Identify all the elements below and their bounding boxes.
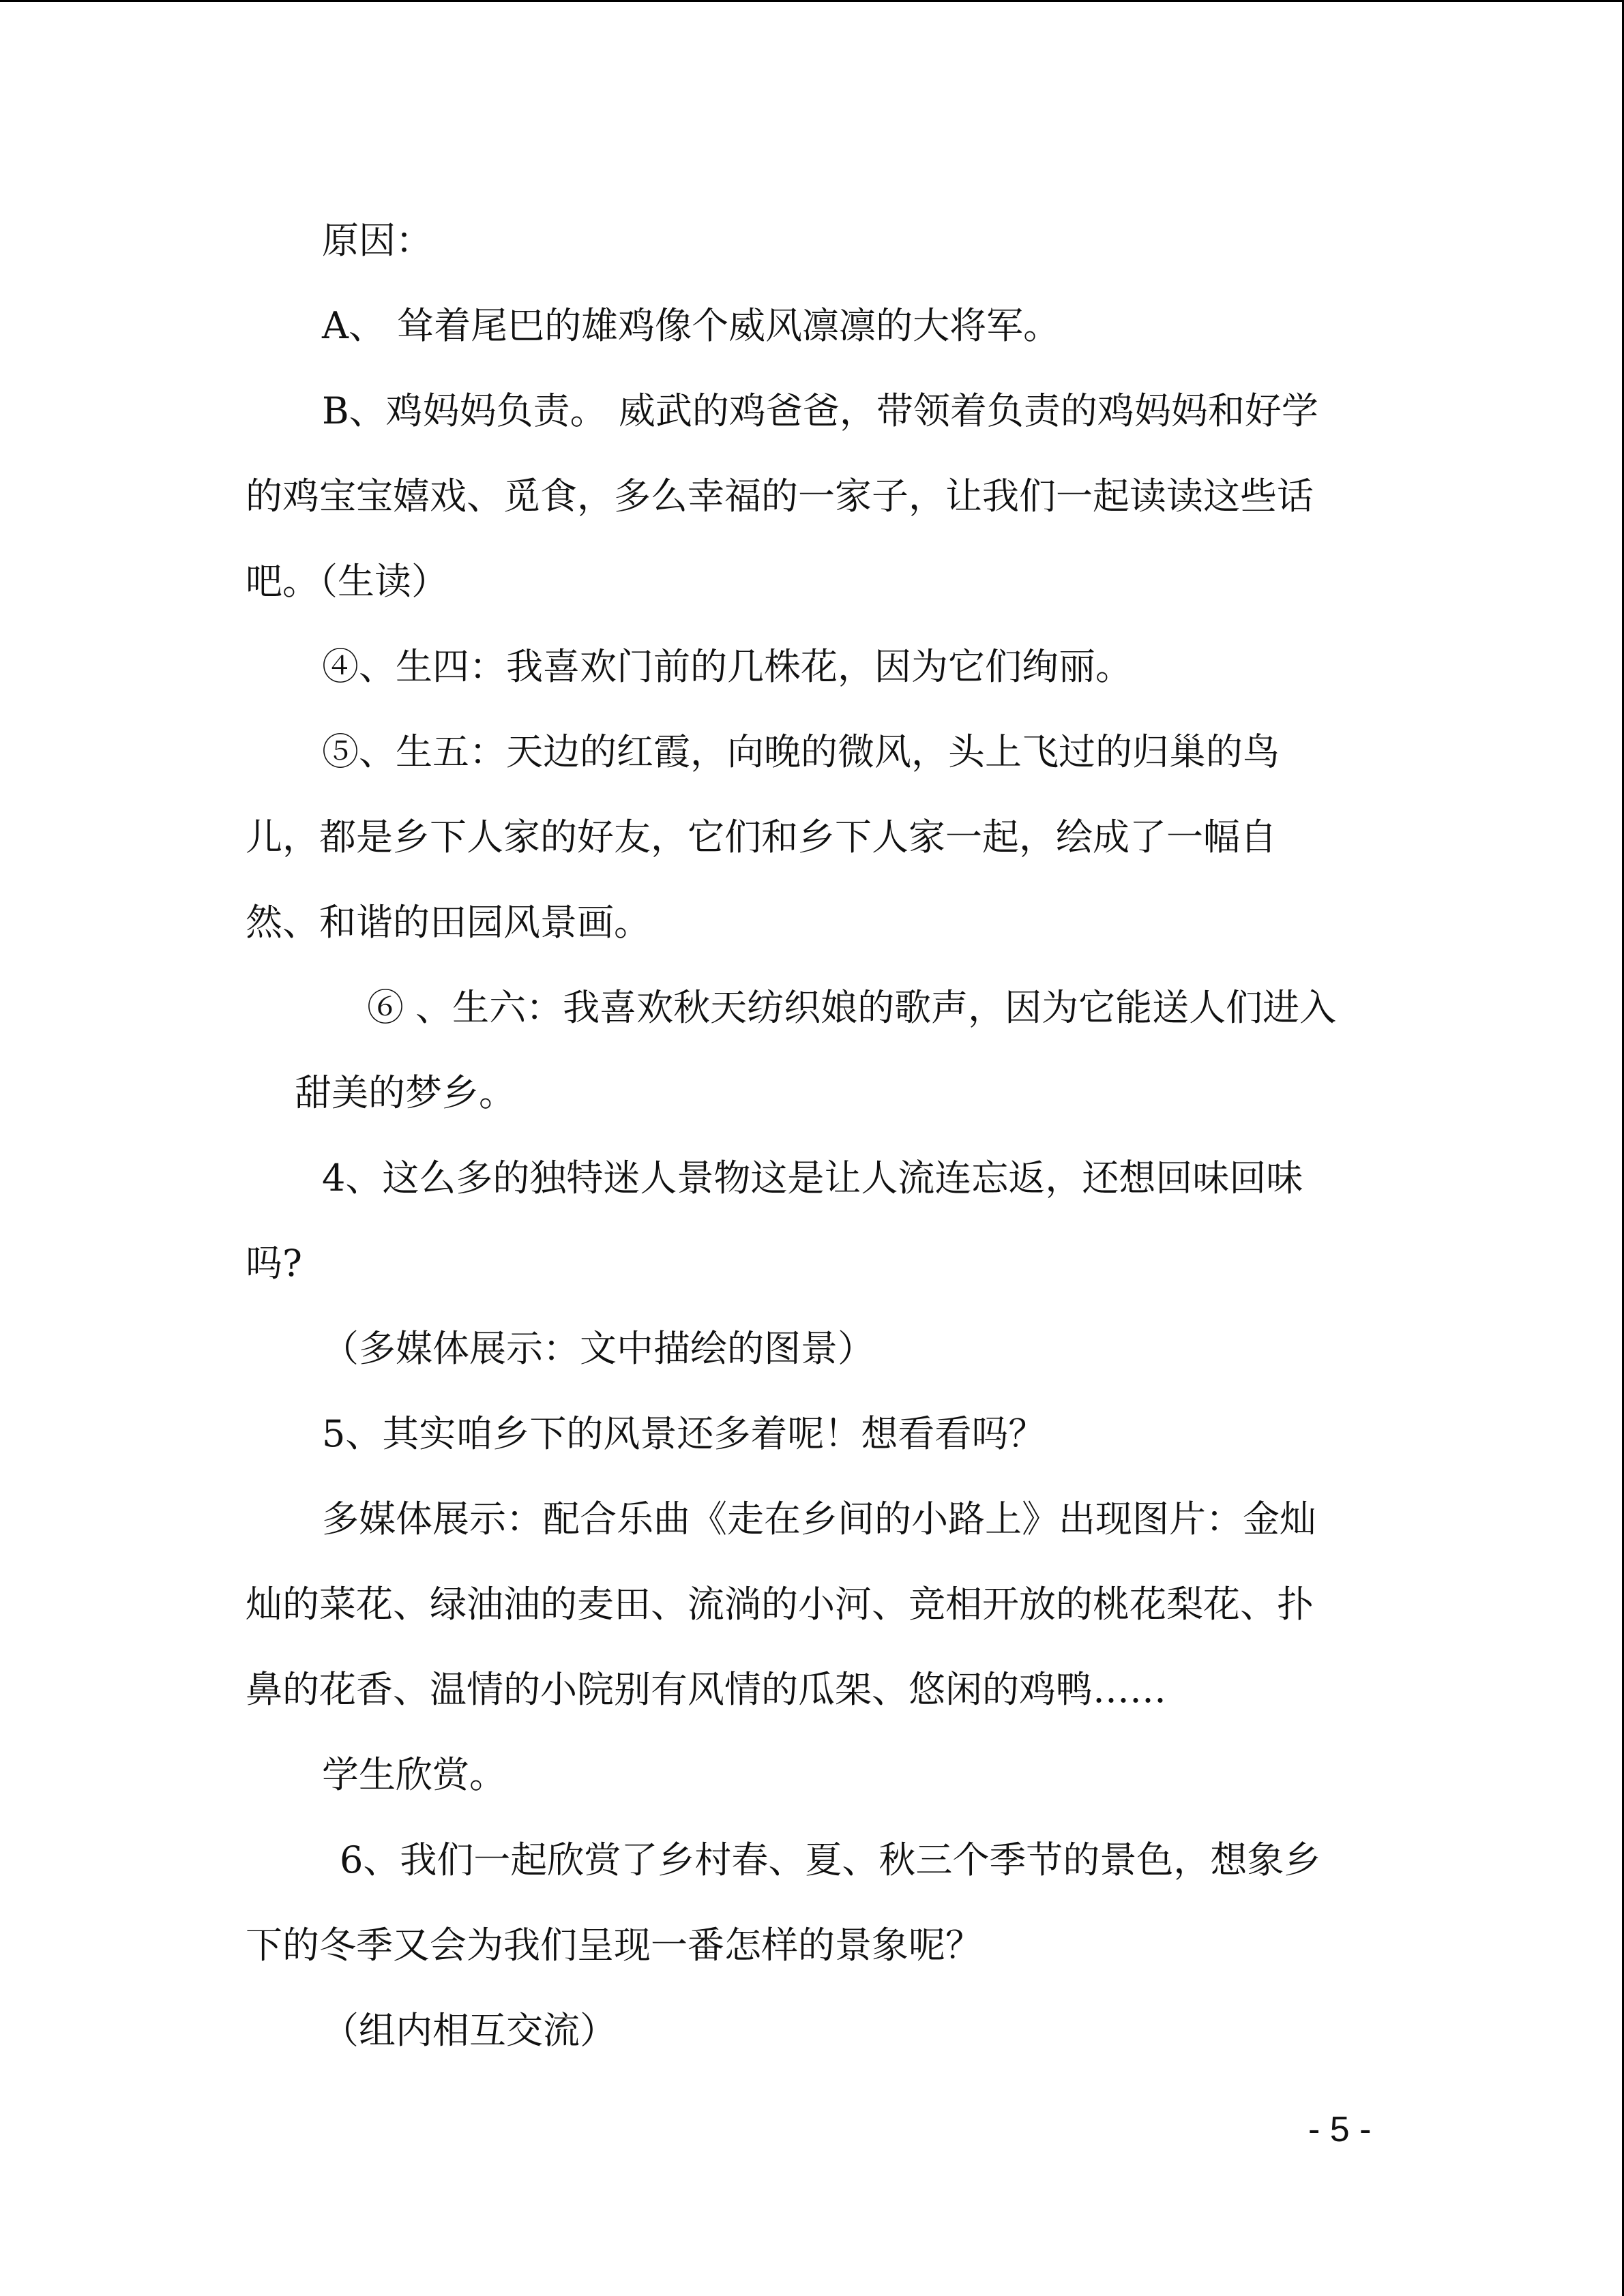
text-line: 的鸡宝宝嬉戏、觅食，多么幸福的一家子，让我们一起读读这些话 bbox=[246, 475, 1314, 518]
text-line: ④、生四：我喜欢门前的几株花，因为它们绚丽。 bbox=[322, 645, 1132, 688]
text-line: 灿的菜花、绿油油的麦田、流淌的小河、竞相开放的桃花梨花、扑 bbox=[246, 1583, 1314, 1626]
text-line: 5、其实咱乡下的风景还多着呢！想看看吗？ bbox=[322, 1412, 1046, 1455]
text-line: 4、这么多的独特迷人景物这是让人流连忘返，还想回味回味 bbox=[322, 1157, 1303, 1199]
text-line: 原因： bbox=[322, 219, 432, 262]
text-line: 鼻的花香、温情的小院别有风情的瓜架、悠闲的鸡鸭…… bbox=[246, 1668, 1166, 1711]
text-line: 然、和谐的田园风景画。 bbox=[246, 901, 651, 944]
text-line: 吗? bbox=[246, 1242, 302, 1285]
text-line: B、鸡妈妈负责。 威武的鸡爸爸，带领着负责的鸡妈妈和好学 bbox=[322, 389, 1318, 432]
text-line: 6、我们一起欣赏了乡村春、夏、秋三个季节的景色，想象乡 bbox=[340, 1838, 1321, 1881]
text-line: （组内相互交流） bbox=[322, 2009, 617, 2052]
text-line: 吧。（生读） bbox=[246, 560, 448, 603]
text-line: 下的冬季又会为我们呈现一番怎样的景象呢？ bbox=[246, 1924, 982, 1967]
text-line: 甜美的梦乡。 bbox=[295, 1071, 516, 1114]
text-line: ⑤、生五：天边的红霞，向晚的微风，头上飞过的归巢的鸟 bbox=[322, 730, 1280, 773]
text-line: 儿，都是乡下人家的好友，它们和乡下人家一起，绘成了一幅自 bbox=[246, 816, 1277, 859]
text-line: A、 耸着尾巴的雄鸡像个威风凛凛的大将军。 bbox=[322, 304, 1061, 347]
text-line: （多媒体展示：文中描绘的图景） bbox=[322, 1327, 874, 1370]
page-number: - 5 - bbox=[1308, 2110, 1372, 2149]
text-line: 学生欣赏。 bbox=[322, 1753, 506, 1796]
text-line: ⑥ 、生六：我喜欢秋天纺织娘的歌声，因为它能送人们进入 bbox=[367, 986, 1337, 1029]
text-line: 多媒体展示：配合乐曲《走在乡间的小路上》出现图片：金灿 bbox=[322, 1497, 1316, 1540]
